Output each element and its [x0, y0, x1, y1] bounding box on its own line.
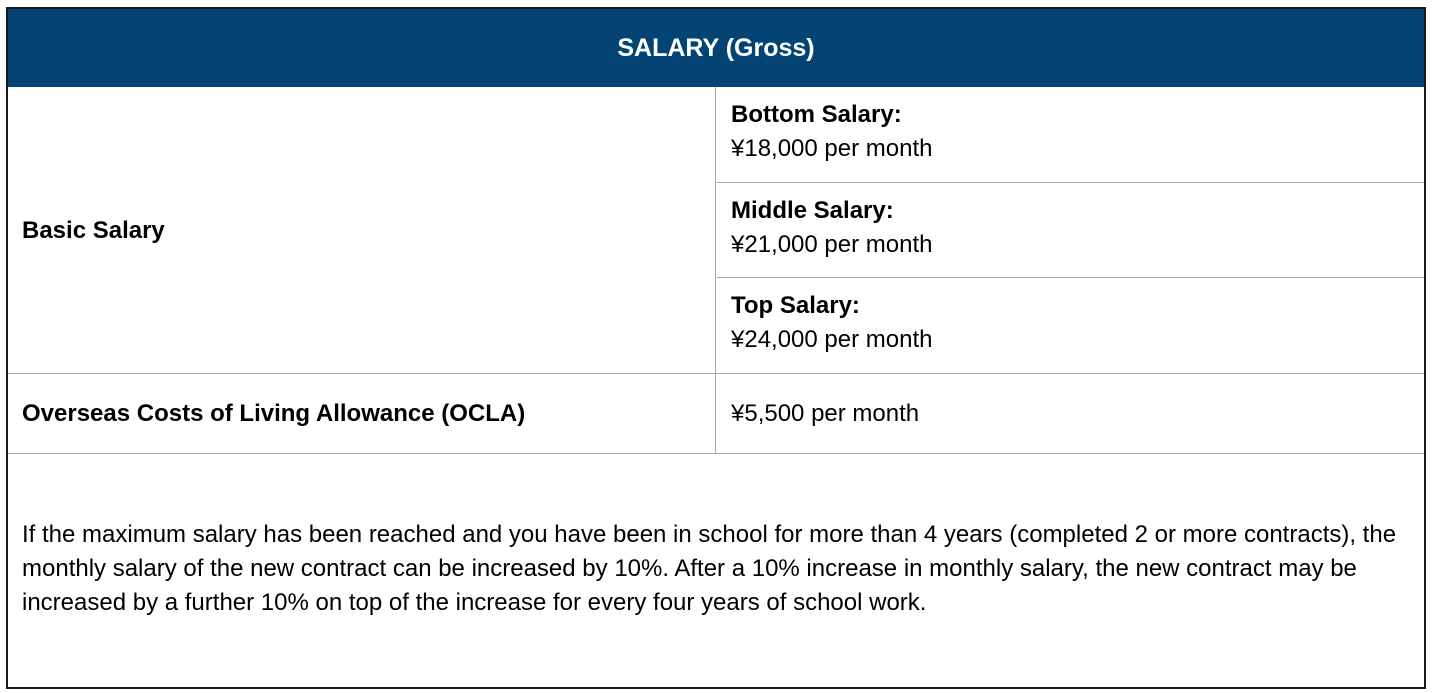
basic-salary-label: Basic Salary: [22, 216, 165, 244]
salary-tier-label: Bottom Salary:: [731, 101, 902, 128]
salary-tier-bottom: [717, 87, 1424, 183]
salary-table: [6, 7, 1426, 689]
ocla-label: Overseas Costs of Living Allowance (OCLA): [22, 400, 526, 427]
salary-tier-label: Top Salary:: [731, 292, 860, 319]
salary-tier-label: Middle Salary:: [731, 197, 894, 224]
salary-tier-value: ¥18,000 per month: [731, 135, 933, 162]
salary-note-text: If the maximum salary has been reached and you have been in school for more than 4 years (completed 2 or more contracts), the monthly salary of the new contract can be increased by 10%. After a 10% increase in monthly salary, the new contract may be increased by a further 10% on top of the increase for every four years of school work.: [22, 521, 1397, 616]
salary-tier-value: ¥24,000 per month: [731, 326, 933, 353]
salary-tier-top: [717, 278, 1424, 374]
salary-note: [8, 454, 1424, 687]
salary-tier-value: ¥21,000 per month: [731, 231, 933, 258]
ocla-value: ¥5,500 per month: [731, 400, 920, 427]
basic-salary-label-cell: [8, 87, 716, 374]
salary-tier-middle: [717, 183, 1424, 278]
table-title: SALARY (Gross): [617, 33, 815, 62]
table-header: [8, 9, 1424, 87]
ocla-label-cell: [8, 374, 716, 454]
ocla-value-cell: [717, 374, 1424, 454]
